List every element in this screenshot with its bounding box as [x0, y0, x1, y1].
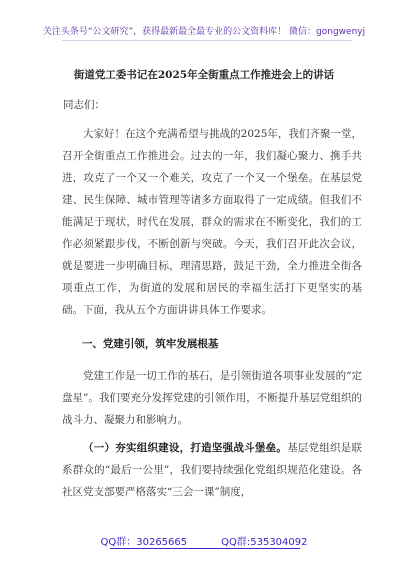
footer	[0, 533, 408, 548]
header-divider	[62, 40, 352, 41]
footer-underline	[110, 548, 300, 549]
intro-paragraph: 大家好！在这个充满希望与挑战的2025年，我们齐聚一堂，召开全街重点工作推进会。过去的一年，我们凝心聚力、携手共进，攻克了一个又一个难关，攻克了一个又一个堡垒。在基层党建、民生保障、城市管理等诸多方面取得了一定成绩。但我们不能满足于现状，时代在发展，群众的需求在不断变化，我们的工作必须紧跟步伐，不断创新与突破。今天，我们召开此次会议，就是要进一步明确目标，理清思路，鼓足干劲，全力推进全街各项重点工作，为街道的发展和居民的幸福生活打下更坚实的基础。下面，我从五个方面讲讲具体工作要求。	[62, 128, 362, 316]
header-notice: 关注头条号“公文研究”，获得最新最全最专业的公文资料库！ 微信：gongwenyj	[42, 27, 366, 37]
section-paragraph: 党建工作是一切工作的基石，是引领街道各项事业发展的“定盘星”。我们要充分发挥党建的引领作用，不断提升基层党组织的战斗力、凝聚力和影响力。	[62, 370, 362, 426]
section-heading: 一、党建引领，筑牢发展根基	[81, 338, 219, 350]
sub-paragraph-text: 基层党组织是联系群众的“最后一公里”，我们要持续强化党组织规范化建设。各社区党支部要严格落实“三会一课”制度，	[62, 442, 363, 498]
sub-section-paragraph	[62, 437, 362, 503]
document-body	[62, 123, 362, 503]
sub-heading: （一）夯实组织建设，打造坚强战斗堡垒。	[83, 442, 288, 454]
footer-qq-group-2[interactable]: QQ群:535304092	[221, 537, 308, 548]
salutation: 同志们：	[63, 99, 105, 111]
document-title: 街道党工委书记在2025年全街重点工作推进会上的讲话	[73, 69, 335, 81]
footer-qq-group-1[interactable]: QQ群：30265665	[100, 537, 188, 548]
